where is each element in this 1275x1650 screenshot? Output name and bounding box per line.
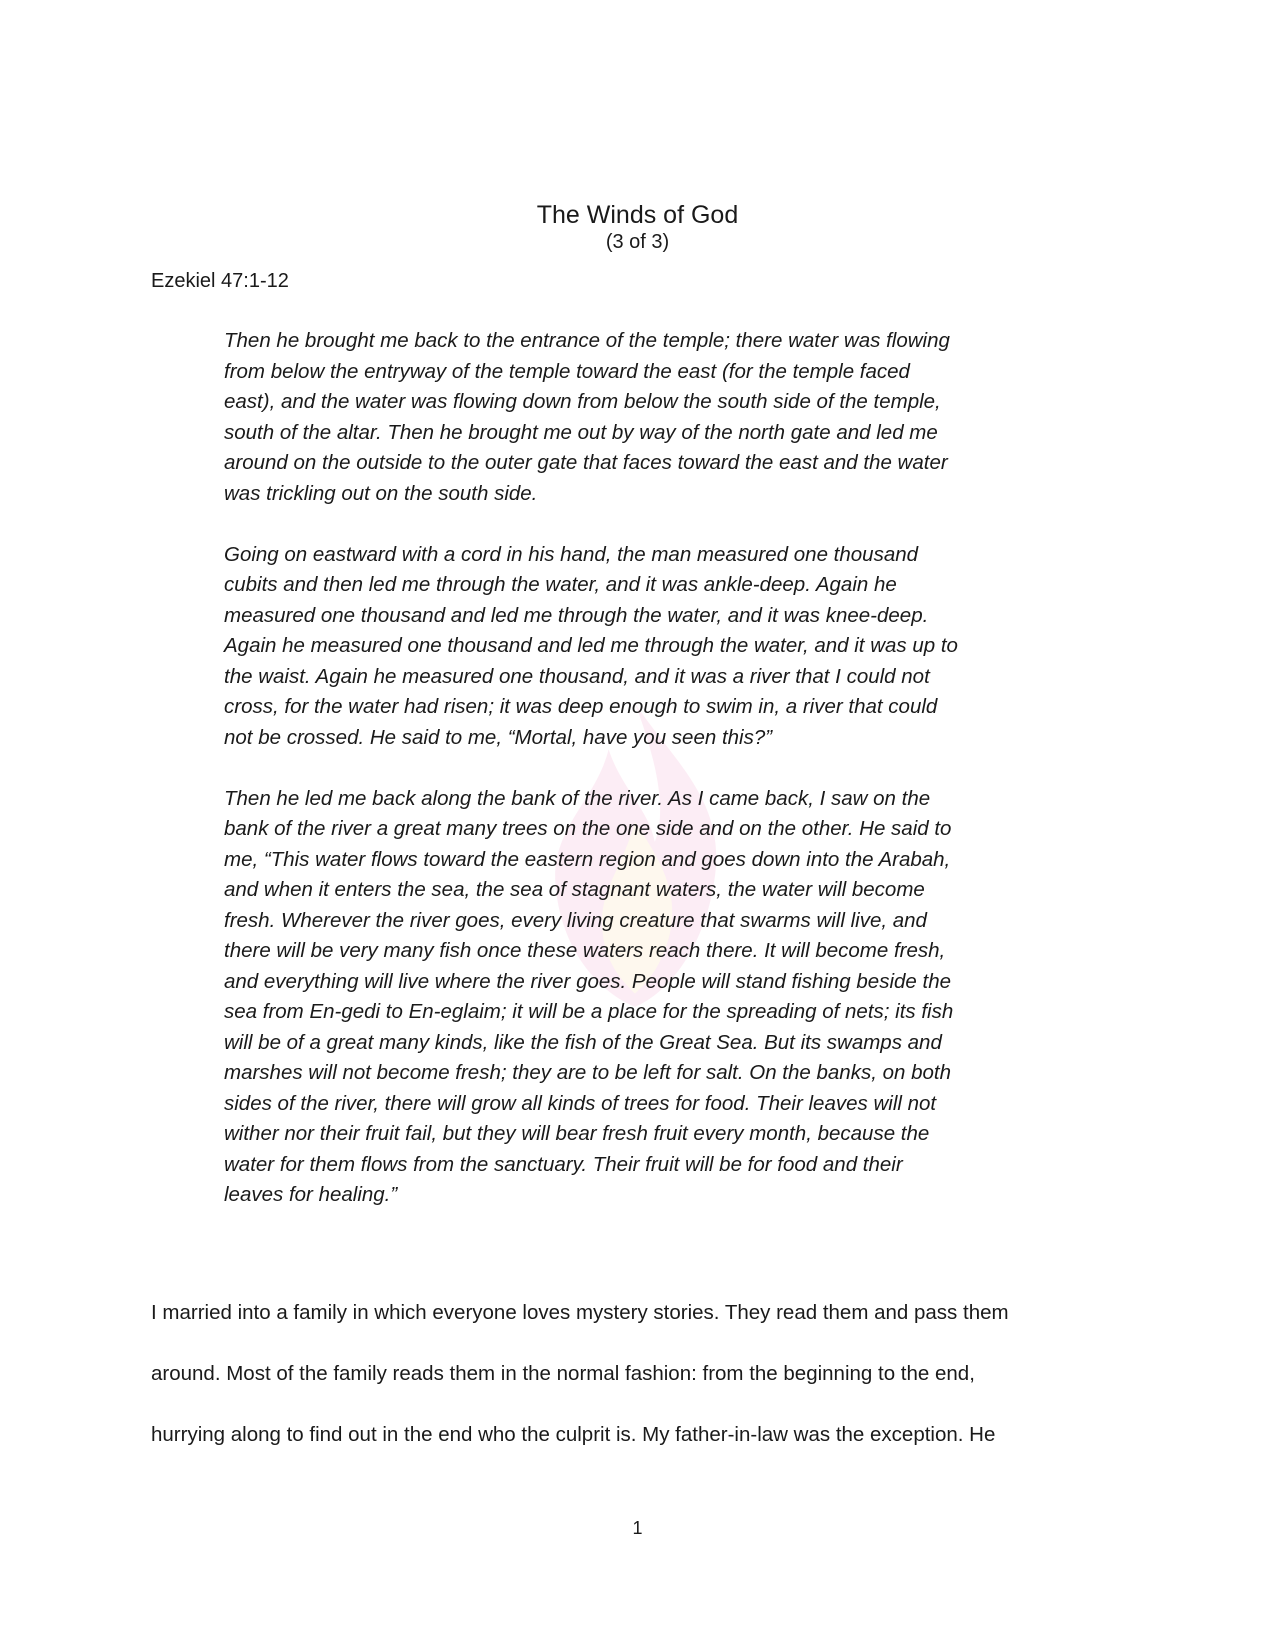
scripture-paragraph: Then he led me back along the bank of the river. As I came back, I saw on the bank of the river a great many trees on the one side and on the other. He said to me, “This water flows toward the eastern region and goes down into the Arabah, and when it enters the sea, the sea of stagnant waters, the water will become fresh. Wherever the river goes, every living creature that swarms will live, and there will be very many fish once these waters reach there. It will become fresh, and everything will live where the river goes. People will stand fishing beside the sea from En-gedi to En-eglaim; it will be a place for the spreading of nets; its fish will be of a great many kinds, like the fish of the Great Sea. But its swamps and marshes will not become fresh; they are to be left for salt. On the banks, on both sides of the river, there will grow all kinds of trees for food. Their leaves will not wither nor their fruit fail, but they will bear fresh fruit every month, because the water for them flows from the sanctuary. Their fruit will be for food and their leaves for healing.” <box>224 786 954 1206</box>
document-title: The Winds of God <box>536 201 739 229</box>
scripture-paragraph: Then he brought me back to the entrance of the temple; there water was flowing from below the entryway of the temple toward the east (for the temple faced east), and the water was flowing down from below the south side of the temple, south of the altar. Then he brought me out by way of the north gate and led me around on the outside to the outer gate that faces toward the east and the water was trickling out on the south side. <box>224 329 950 505</box>
scripture-paragraph: Going on eastward with a cord in his hand, the man measured one thousand cubits and then led me through the water, and it was ankle-deep. Again he measured one thousand and led me through the water, and it was knee-deep. Again he measured one thousand and led me through the water, and it was up to the waist. Again he measured one thousand, and it was a river that I could not cross, for the water had risen; it was deep enough to swim in, a river that could not be crossed. He said to me, “Mortal, have you seen this?” <box>224 542 958 749</box>
page-number: 1 <box>632 1518 643 1538</box>
scripture-passage <box>224 326 1059 1241</box>
sermon-body-text: I married into a family in which everyone loves mystery stories. They read them and pass them around. Most of the family reads them in the normal fashion: from the beginning to the end, hurrying along to find out in the end who the culprit is. My father-in-law was the exception. He <box>151 1301 1009 1446</box>
scripture-reference: Ezekiel 47:1-12 <box>151 270 289 292</box>
document-subtitle: (3 of 3) <box>605 231 670 253</box>
